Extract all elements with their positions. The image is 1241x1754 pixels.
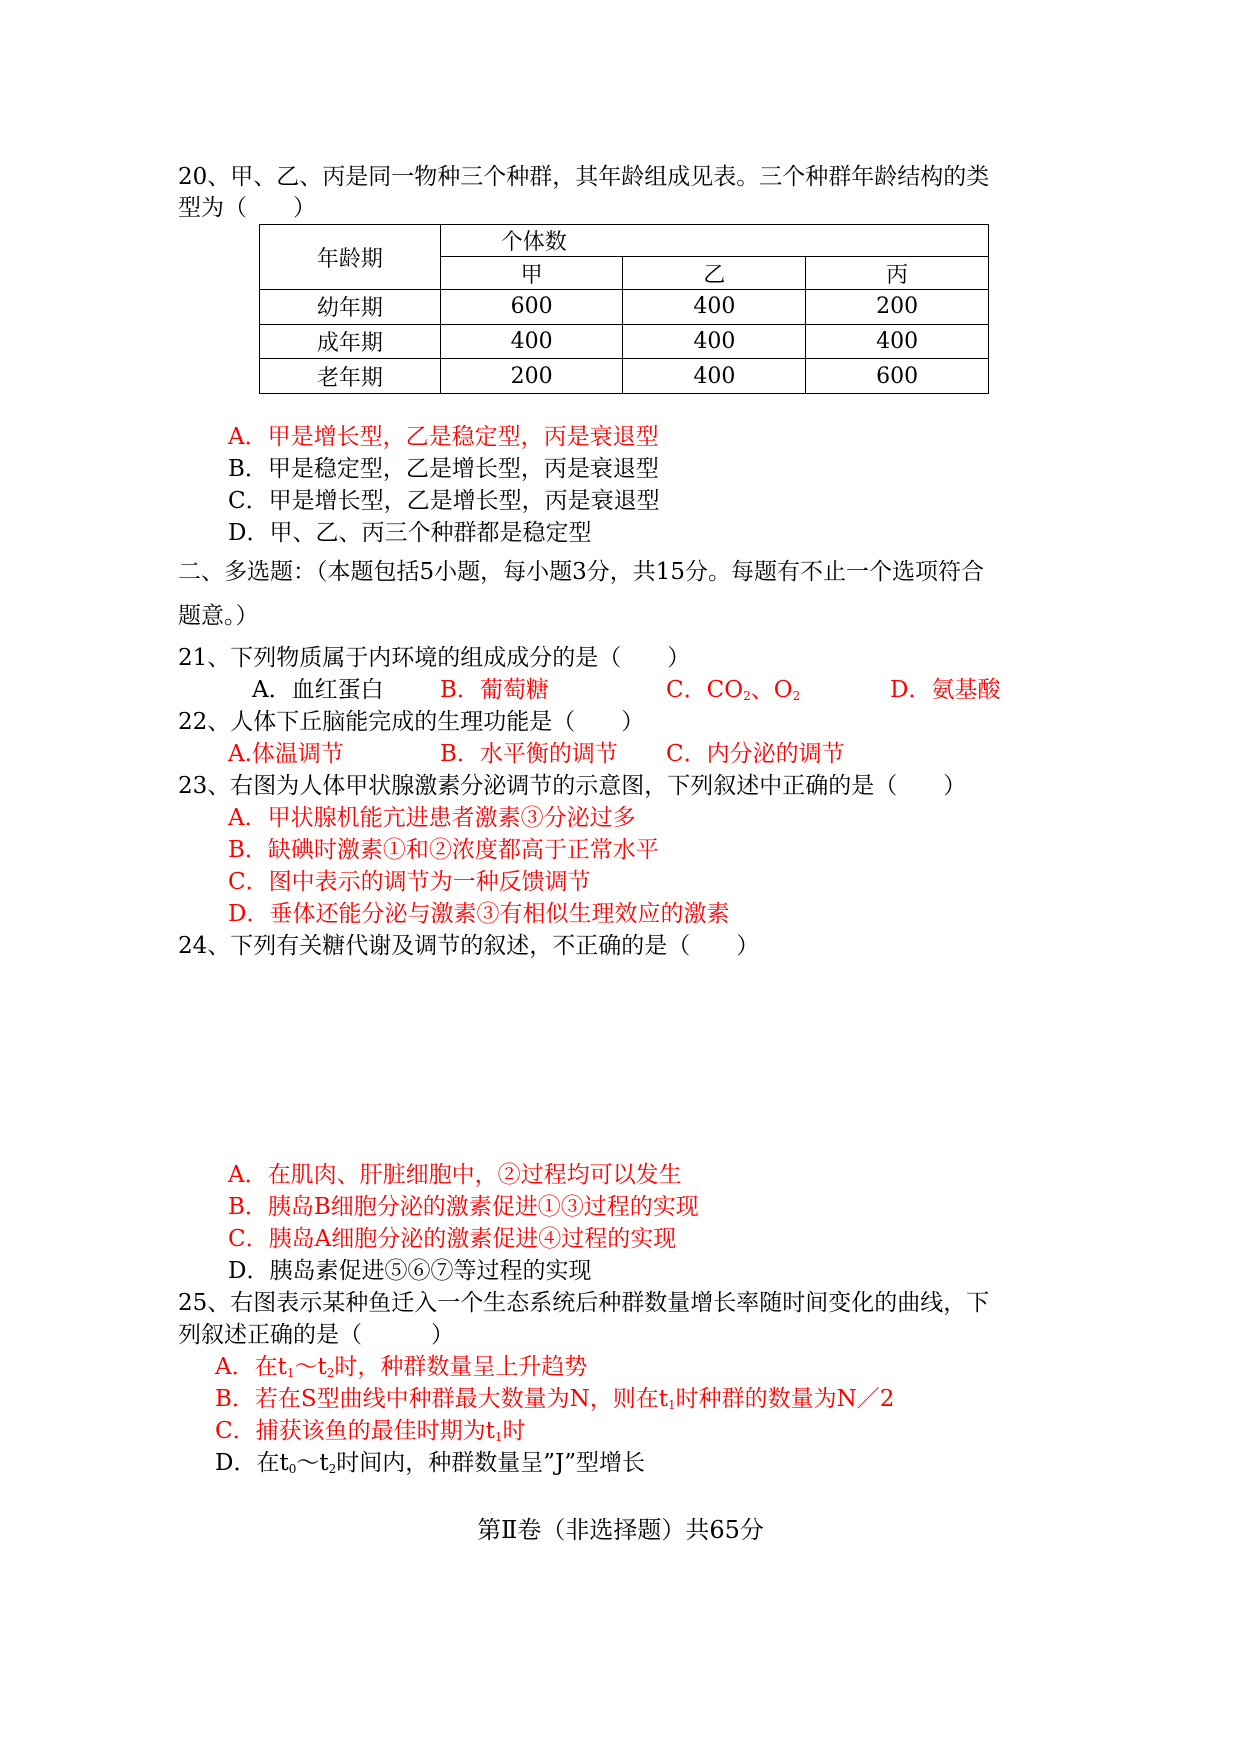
q20-option-c: C．甲是增长型，乙是增长型，丙是衰退型 [228,488,660,514]
q25-option-a-text: 时，种群数量呈上升趋势 [334,1354,588,1380]
q23-option-a: A．甲状腺机能亢进患者激素③分泌过多 [228,805,636,831]
section2-heading-line1: 二、多选题：（本题包括5小题，每小题3分，共15分。每题有不止一个选项符合 [178,559,985,585]
q25-option-d-text: D．在t [215,1450,289,1476]
q25-stem-line2: 列叙述正确的是（ ） [178,1322,454,1348]
q25-option-d-text: ～t [296,1450,329,1476]
table-row-label: 老年期 [260,359,441,394]
table-col-jia: 甲 [440,257,623,290]
q25-option-b-text: B．若在S型曲线中种群最大数量为N，则在t [215,1386,669,1412]
q25-option-d [215,1448,645,1484]
q21-stem: 21、下列物质属于内环境的组成成分的是（ ） [178,645,691,671]
q23-stem: 23、右图为人体甲状腺激素分泌调节的示意图，下列叙述中正确的是（ ） [178,773,967,799]
q20-stem-line2: 型为（ ） [178,195,316,221]
q25-option-b [215,1384,894,1420]
table-cell: 400 [623,359,806,394]
q20-stem-line1: 20、甲、乙、丙是同一物种三个种群，其年龄组成见表。三个种群年龄结构的类 [178,164,990,190]
table-cell: 400 [806,324,989,359]
q24-stem: 24、下列有关糖代谢及调节的叙述，不正确的是（ ） [178,933,760,959]
q25-option-c [215,1416,525,1452]
table-row [260,324,989,359]
table-row-label: 幼年期 [260,290,441,325]
q25-option-a-text: ～t [294,1354,327,1380]
table-row [260,359,989,394]
part2-title: 第Ⅱ卷（非选择题）共65分 [477,1516,764,1544]
age-structure-table [259,224,989,394]
table-cell: 600 [806,359,989,394]
q20-option-b: B．甲是稳定型，乙是增长型，丙是衰退型 [228,456,659,482]
subscript: 2 [328,1462,337,1476]
table-row-label: 成年期 [260,324,441,359]
section2-heading-line2: 题意。） [178,603,259,629]
q22-stem: 22、人体下丘脑能完成的生理功能是（ ） [178,709,645,735]
q20-option-a: A．甲是增长型，乙是稳定型，丙是衰退型 [228,424,659,450]
table-header-age: 年龄期 [260,225,441,290]
table-col-yi: 乙 [623,257,806,290]
q25-option-b-text: 时种群的数量为N／2 [675,1386,895,1412]
q23-option-c: C．图中表示的调节为一种反馈调节 [228,869,591,895]
q24-option-c: C．胰岛A细胞分泌的激素促进④过程的实现 [228,1226,677,1252]
subscript: 1 [494,1430,503,1444]
q21-option-d: D．氨基酸 [890,677,1001,703]
q21-option-b: B．葡萄糖 [440,677,549,703]
table-cell: 200 [440,359,623,394]
q21-option-c-text: C．CO [666,677,744,703]
q23-option-b: B．缺碘时激素①和②浓度都高于正常水平 [228,837,659,863]
table-cell: 200 [806,290,989,325]
table-col-bing: 丙 [806,257,989,290]
table-cell: 400 [623,290,806,325]
table-cell: 400 [440,324,623,359]
q25-option-c-text: 时 [502,1418,526,1444]
q21-option-c [666,675,800,711]
table-header-count: 个体数 [440,225,988,257]
subscript: 1 [668,1398,676,1412]
q25-stem-line1: 25、右图表示某种鱼迁入一个生态系统后种群数量增长率随时间变化的曲线，下 [178,1290,990,1316]
q21-option-c-text: 、O [750,677,793,703]
q24-option-a: A．在肌肉、肝脏细胞中，②过程均可以发生 [228,1162,682,1188]
subscript: 2 [326,1366,335,1380]
q22-option-a: A.体温调节 [228,741,344,767]
q24-option-b: B．胰岛B细胞分泌的激素促进①③过程的实现 [228,1194,699,1220]
q22-option-c: C．内分泌的调节 [666,741,845,767]
q25-option-a [215,1352,587,1388]
q25-option-d-text: 时间内，种群数量呈”J”型增长 [336,1450,645,1476]
table-row [260,290,989,325]
table-cell: 600 [440,290,623,325]
subscript: 1 [286,1366,295,1380]
q25-option-a-text: A．在t [215,1354,287,1380]
subscript: 0 [288,1462,297,1476]
q21-option-a: A．血红蛋白 [252,677,384,703]
q23-option-d: D．垂体还能分泌与激素③有相似生理效应的激素 [228,901,730,927]
q24-option-d: D．胰岛素促进⑤⑥⑦等过程的实现 [228,1258,592,1284]
q20-option-d: D．甲、乙、丙三个种群都是稳定型 [228,520,592,546]
subscript: 2 [792,689,801,703]
subscript: 2 [743,689,751,703]
q22-option-b: B．水平衡的调节 [440,741,618,767]
q25-option-c-text: C．捕获该鱼的最佳时期为t [215,1418,495,1444]
table-cell: 400 [623,324,806,359]
